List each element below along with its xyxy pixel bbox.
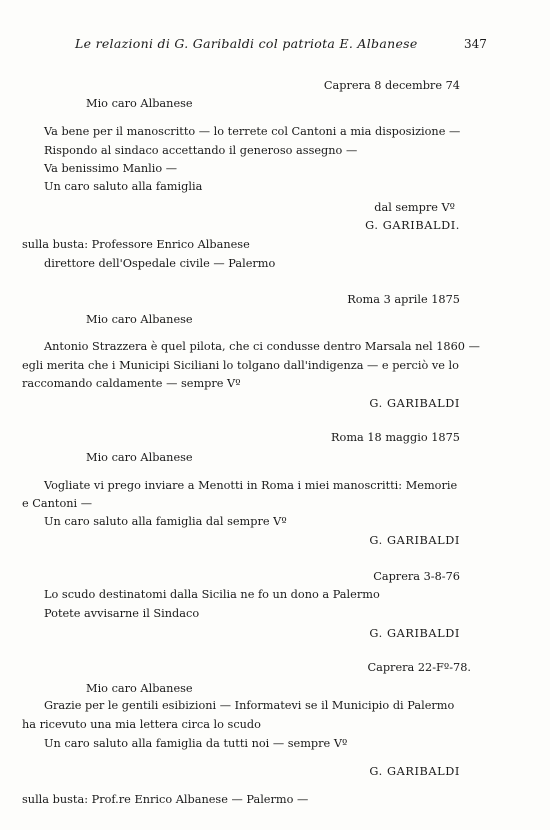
letter-4-body-line: Potete avvisarne il Sindaco <box>44 607 200 620</box>
running-header-title: Le relazioni di G. Garibaldi col patriota E. Albanese <box>75 36 418 51</box>
letter-2-salutation: Mio caro Albanese <box>86 313 193 326</box>
letter-2-body-line: raccomando caldamente — sempre Vº <box>22 377 241 390</box>
letter-5-date: Caprera 22-Fº-78. <box>367 661 471 674</box>
letter-3-body-line: e Cantoni — <box>22 497 93 510</box>
letter-1-body-line: Un caro saluto alla famiglia <box>44 180 203 193</box>
letter-1-envelope-line: sulla busta: Professore Enrico Albanese <box>22 238 250 251</box>
letter-5-body-line: Un caro saluto alla famiglia da tutti noi — sempre Vº <box>44 737 348 750</box>
letter-4-date: Caprera 3-8-76 <box>373 570 460 583</box>
letter-1-salutation: Mio caro Albanese <box>86 97 193 110</box>
letter-1-closing: dal sempre Vº <box>374 201 455 214</box>
letter-3-salutation: Mio caro Albanese <box>86 451 193 464</box>
letter-1-body-line: Va bene per il manoscritto — lo terrete col Cantoni a mia disposizione — <box>44 125 461 138</box>
page-number: 347 <box>464 37 487 51</box>
letter-3-body-line: Un caro saluto alla famiglia dal sempre Vº <box>44 515 287 528</box>
letter-2-body-line: egli merita che i Municipi Siciliani lo tolgano dall'indigenza — e perciò ve lo <box>22 359 459 372</box>
letter-1-body-line: Va benissimo Manlio — <box>44 162 178 175</box>
letter-5-signature: G. GARIBALDI <box>369 765 460 778</box>
letter-3-date: Roma 18 maggio 1875 <box>331 431 460 444</box>
letter-2-body-line: Antonio Strazzera è quel pilota, che ci condusse dentro Marsala nel 1860 — <box>44 340 480 353</box>
letter-3-signature: G. GARIBALDI <box>369 534 460 547</box>
letter-1-envelope-line: direttore dell'Ospedale civile — Palermo <box>44 257 276 270</box>
letter-5-salutation: Mio caro Albanese <box>86 682 193 695</box>
letter-4-body-line: Lo scudo destinatomi dalla Sicilia ne fo un dono a Palermo <box>44 588 380 601</box>
letter-4-signature: G. GARIBALDI <box>369 627 460 640</box>
letter-1-body-line: Rispondo al sindaco accettando il generoso assegno — <box>44 144 358 157</box>
letter-5-body-line: Grazie per le gentili esibizioni — Informatevi se il Municipio di Palermo <box>44 699 455 712</box>
letter-2-signature: G. GARIBALDI <box>369 397 460 410</box>
letter-3-body-line: Vogliate vi prego inviare a Menotti in Roma i miei manoscritti: Memorie <box>44 479 458 492</box>
letter-5-body-line: ha ricevuto una mia lettera circa lo scudo <box>22 718 261 731</box>
letter-5-envelope-line: sulla busta: Prof.re Enrico Albanese — Palermo — <box>22 793 309 806</box>
letter-2-date: Roma 3 aprile 1875 <box>347 293 460 306</box>
letter-1-date: Caprera 8 decembre 74 <box>323 79 460 92</box>
letter-1-signature: G. GARIBALDI. <box>365 219 460 232</box>
